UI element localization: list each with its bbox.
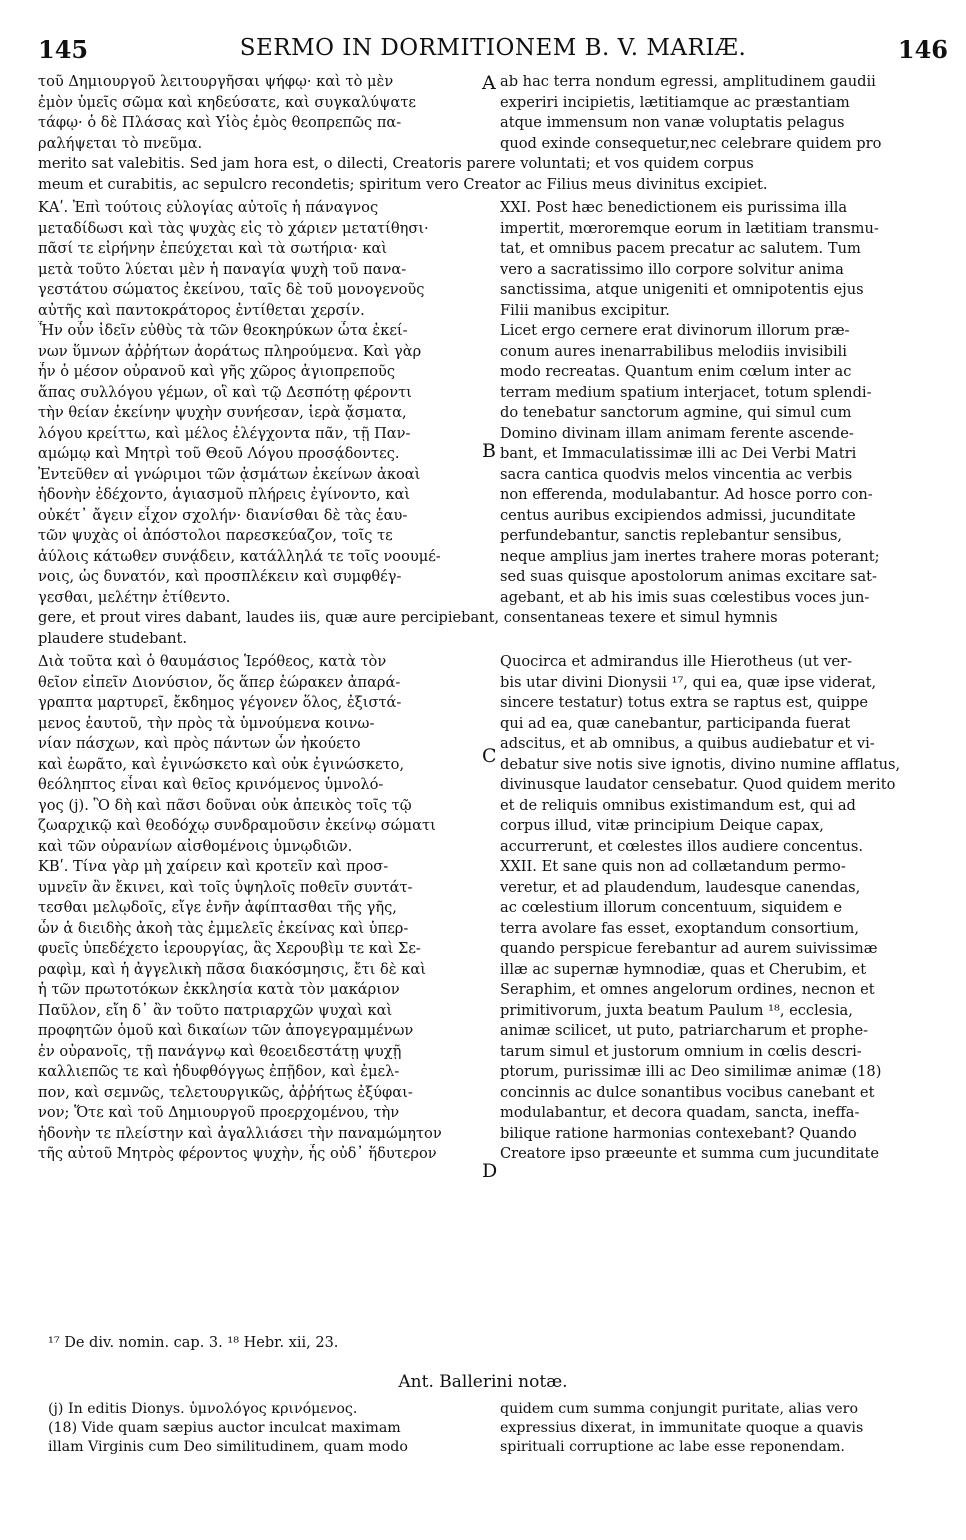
text-line: quod exinde consequetur,nec celebrare quidem pro bbox=[500, 134, 882, 152]
text-line: οὐκέτ᾽ ἄγειν εἶχον σχολήν· διανίσθαι δὲ τὰς ἑαυ- bbox=[38, 506, 408, 524]
text-line: μετὰ τοῦτο λύεται μὲν ἡ παναγία ψυχὴ τοῦ πανα- bbox=[38, 260, 407, 278]
greek-column-sec1 bbox=[38, 72, 478, 154]
full-width-sec1 bbox=[38, 154, 930, 195]
latin-column-sec2 bbox=[500, 198, 930, 608]
text-line: γεσθαι, μελέτην ἐτίθεντο. bbox=[38, 588, 231, 606]
text-line: accurrerunt, et cœlestes illos audiere concentus. bbox=[500, 837, 863, 855]
text-line: terram medium spatium interjacet, totum splendi- bbox=[500, 383, 872, 401]
latin-column-sec3 bbox=[500, 652, 930, 1165]
text-line: καὶ ἑωρᾶτο, καὶ ἐγινώσκετο καὶ οὐκ ἐγινώσκετο, bbox=[38, 755, 405, 773]
text-line: perfundebantur, sanctis replebantur sensibus, bbox=[500, 527, 843, 544]
text-line: ἅπας συλλόγου γέμων, οἳ καὶ τῷ Δεσπότῃ φέροντι bbox=[38, 383, 412, 401]
text-line: θεόληπτος εἶναι καὶ θεῖος κρινόμενος ὑμνολό- bbox=[38, 776, 384, 793]
text-line: Domino divinam illam animam ferente ascende- bbox=[500, 424, 854, 442]
text-line: (j) In editis Dionys. ὑμνολόγος κρινόμενος. bbox=[48, 1401, 358, 1417]
running-header bbox=[38, 35, 948, 71]
text-line: νον; Ὅτε καὶ τοῦ Δημιουργοῦ προερχομένου, τὴν bbox=[38, 1104, 400, 1121]
text-line: υμνεῖν ἂν ἔκινει, καὶ τοῖς ὑψηλοῖς ποθεῖν συντάτ- bbox=[38, 878, 413, 896]
text-line: ΚΑʹ. Ἐπὶ τούτοις εὐλογίας αὐτοῖς ἡ πάναγνος bbox=[38, 199, 379, 216]
text-line: ραφὶμ, καὶ ἡ ἀγγελικὴ πᾶσα διακόσμησις, ἔτι δὲ καὶ bbox=[38, 960, 426, 978]
text-line: illam Virginis cum Deo similitudinem, quam modo bbox=[48, 1439, 408, 1455]
text-line: modulabantur, et decora quadam, sancta, ineffa- bbox=[500, 1104, 860, 1121]
text-line: plaudere studebant. bbox=[38, 629, 188, 647]
notes-left-column bbox=[48, 1400, 488, 1457]
text-line: γραπτα μαρτυρεῖ, ἔκδημος γέγονεν ὅλος, ἐξιστά- bbox=[38, 694, 402, 711]
text-line: concinnis ac dulce sonantibus vocibus canebant et bbox=[500, 1083, 875, 1101]
notes-right-column bbox=[500, 1400, 930, 1457]
text-line: tat, et omnibus pacem precatur ac salutem. Tum bbox=[500, 240, 861, 257]
text-line: ab hac terra nondum egressi, amplitudinem gaudii bbox=[500, 73, 876, 90]
text-line: (18) Vide quam sæpius auctor inculcat maximam bbox=[48, 1420, 401, 1436]
text-line: neque amplius jam inertes trahere moras poterant; bbox=[500, 547, 880, 565]
text-line: quidem cum summa conjungit puritate, alias vero bbox=[500, 1401, 858, 1417]
text-line: φυεῖς ὑπεδέχετο ἱερουργίας, ἃς Χερουβὶμ τε καὶ Σε- bbox=[38, 940, 421, 957]
text-line: νων ὕμνων ἀῤῥήτων ἀοράτως πληρούμενα. Καὶ γὰρ bbox=[38, 342, 422, 360]
text-line: non efferenda, modulabantur. Ad hosce porro con- bbox=[500, 486, 873, 503]
text-line: merito sat valebitis. Sed jam hora est, o dilecti, Creatoris parere voluntati; et vos quidem corpus bbox=[38, 155, 754, 172]
text-line: καὶ τῶν οὐρανίων αἰσθομένοις ὑμνῳδιῶν. bbox=[38, 837, 353, 855]
text-line: sacra cantica quodvis melos vincentia ac verbis bbox=[500, 465, 853, 483]
text-line: agebant, et ab his imis suas cœlestibus voces jun- bbox=[500, 588, 870, 606]
text-line: expressius dixerat, in immunitate quoque a quavis bbox=[500, 1420, 864, 1436]
text-line: adscitus, et ab omnibus, a quibus audiebatur et vi- bbox=[500, 735, 875, 752]
text-line: καλλιεπῶς τε καὶ ἡδυφθόγγως ἐπῇδον, καὶ ἐμελ- bbox=[38, 1063, 400, 1080]
text-line: illæ ac supernæ hymnodiæ, quas et Cherubim, et bbox=[500, 960, 867, 978]
text-line: θεῖον εἰπεῖν Διονύσιον, ὅς ἅπερ ἑώρακεν ἀπαρά- bbox=[38, 673, 401, 691]
footnotes: ¹⁷ De div. nomin. cap. 3. ¹⁸ Hebr. xii, 23. bbox=[48, 1335, 339, 1351]
running-title: SERMO IN DORMITIONEM B. V. MARIÆ. bbox=[239, 35, 747, 61]
text-line: sincere testatur) totus extra se raptus est, quippe bbox=[500, 694, 869, 711]
text-line: Ἐντεῦθεν αἱ γνώριμοι τῶν ᾀσμάτων ἐκείνων ἀκοαὶ bbox=[38, 465, 421, 483]
text-line: terra avolare fas esset, exoptandum consortium, bbox=[500, 919, 859, 937]
text-line: corpus illud, vitæ principium Deique capax, bbox=[500, 817, 824, 834]
margin-marker-a: A bbox=[482, 72, 496, 94]
margin-marker-c: C bbox=[482, 745, 497, 767]
text-line: Licet ergo cernere erat divinorum illorum præ- bbox=[500, 322, 850, 339]
text-line: tarum simul et justorum omnium in cœlis descri- bbox=[500, 1042, 862, 1060]
text-line: XXII. Et sane quis non ad collætandum permo- bbox=[500, 858, 846, 875]
text-line: modo recreatas. Quantum enim cœlum inter ac bbox=[500, 363, 852, 380]
text-line: λόγου κρείττω, καὶ μέλος ἐλέγχοντα πᾶν, τῇ Παν- bbox=[38, 424, 411, 442]
greek-column-sec2 bbox=[38, 198, 478, 608]
text-line: sed suas quisque apostolorum animas excitare sat- bbox=[500, 568, 877, 585]
text-line: atque immensum non vanæ voluptatis pelagus bbox=[500, 114, 845, 131]
text-line: veretur, et ad plaudendum, laudesque canendas, bbox=[500, 878, 861, 896]
text-line: πᾶσί τε εἰρήνην ἐπεύχεται καὶ τὰ σωτήρια· καὶ bbox=[38, 240, 388, 257]
margin-marker-d: D bbox=[482, 1160, 498, 1182]
text-line: spirituali corruptione ac labe esse reponendam. bbox=[500, 1439, 845, 1455]
text-line: bant, et Immaculatissimæ illi ac Dei Verbi Matri bbox=[500, 445, 857, 462]
page-number-right: 146 bbox=[897, 35, 948, 64]
text-line: do tenebatur sanctorum agmine, qui simul cum bbox=[500, 404, 852, 421]
text-line: ἡ τῶν πρωτοτόκων ἐκκλησία κατὰ τὸν μακάριον bbox=[38, 981, 400, 998]
text-line: τὴν θείαν ἐκείνην ψυχὴν συνήεσαν, ἱερὰ ᾄσματα, bbox=[38, 404, 407, 421]
text-line: ac cœlestium illorum concentuum, siquidem e bbox=[500, 899, 842, 916]
margin-marker-b: B bbox=[482, 440, 496, 462]
text-line: προφητῶν ὁμοῦ καὶ δικαίων τῶν ἀπογεγραμμένων bbox=[38, 1022, 414, 1039]
text-line: meum et curabitis, ac sepulcro recondetis; spiritum vero Creator ac Filius meus divinitus excipiet. bbox=[38, 175, 768, 193]
text-line: et de reliquis omnibus existimandum est, qui ad bbox=[500, 796, 856, 814]
text-line: τεσθαι μελῳδοῖς, εἴγε ἐνῆν ἀφίπτασθαι τῆς γῆς, bbox=[38, 899, 397, 916]
text-line: πον, καὶ σεμνῶς, τελετουργικῶς, ἀῤῥήτως ἐξύφαι- bbox=[38, 1083, 413, 1101]
text-line: ἦν ὁ μέσον οὐρανοῦ καὶ γῆς χῶρος ἁγιοπρεποῦς bbox=[38, 363, 396, 380]
text-line: conum aures inenarrabilibus melodiis invisibili bbox=[500, 342, 847, 360]
text-line: quando perspicue ferebantur ad aurem suivissimæ bbox=[500, 940, 878, 957]
text-line: μεταδίδωσι καὶ τὰς ψυχὰς εἰς τὸ χάριεν μετατίθησι· bbox=[38, 219, 429, 237]
text-line: τῶν ψυχὰς οἱ ἀπόστολοι παρεσκεύαζον, τοῖς τε bbox=[38, 527, 393, 544]
text-line: ὧν ἁ διειδὴς ἀκοὴ τὰς ἐμμελεῖς ἐκείνας καὶ ὑπερ- bbox=[38, 919, 409, 937]
text-line: αμώμῳ καὶ Μητρὶ τοῦ Θεοῦ Λόγου προσᾴδοντες. bbox=[38, 445, 400, 462]
text-line: αὐτῆς καὶ παντοκράτορος ἐντίθεται χερσίν. bbox=[38, 301, 365, 319]
text-line: Quocirca et admirandus ille Hierotheus (ut ver- bbox=[500, 653, 852, 670]
text-line: ἐν οὐρανοῖς, τῇ πανάγνῳ καὶ θεοειδεστάτῃ ψυχῇ bbox=[38, 1042, 402, 1060]
text-line: bilique ratione harmonias contexebant? Quando bbox=[500, 1124, 857, 1142]
greek-column-sec3 bbox=[38, 652, 478, 1165]
text-line: ραλήψεται τὸ πνεῦμα. bbox=[38, 134, 203, 152]
text-line: νοις, ὡς δυνατόν, καὶ προσπλέκειν καὶ συμφθέγ- bbox=[38, 568, 402, 585]
page-number-left: 145 bbox=[38, 35, 89, 64]
text-line: τοῦ Δημιουργοῦ λειτουργῆσαι ψήφῳ· καὶ τὸ μὲν bbox=[38, 73, 394, 90]
text-line: ΚΒʹ. Τίνα γὰρ μὴ χαίρειν καὶ κροτεῖν καὶ προσ- bbox=[38, 858, 389, 875]
text-line: divinusque laudator censebatur. Quod quidem merito bbox=[500, 776, 896, 793]
text-line: γεστάτου σώματος ἐκείνου, ταῖς δὲ τοῦ μονογενοῦς bbox=[38, 281, 425, 298]
text-line: centus auribus excipiendos admissi, jucunditate bbox=[500, 506, 856, 524]
text-line: Παῦλον, εἴη δ᾽ ἂν τοῦτο πατριαρχῶν ψυχαὶ καὶ bbox=[38, 1001, 393, 1019]
text-line: gere, et prout vires dabant, laudes iis, quæ aure percipiebant, consentaneas texere et simul hymnis bbox=[38, 609, 778, 626]
text-line: experiri incipietis, lætitiamque ac præstantiam bbox=[500, 93, 850, 111]
text-line: Filii manibus excipitur. bbox=[500, 301, 670, 319]
text-line: Διὰ τοῦτα καὶ ὁ θαυμάσιος Ἱερόθεος, κατὰ τὸν bbox=[38, 653, 387, 670]
text-line: XXI. Post hæc benedictionem eis purissima illa bbox=[500, 199, 848, 216]
text-line: animæ scilicet, ut puto, patriarcharum et prophe- bbox=[500, 1022, 869, 1039]
notes-title: Ant. Ballerini notæ. bbox=[398, 1372, 568, 1392]
text-line: ἀύλοις κάτωθεν συνᾴδειν, κατάλληλά τε τοῖς νοουμέ- bbox=[38, 547, 441, 565]
text-line: bis utar divini Dionysii ¹⁷, qui ea, quæ ipse viderat, bbox=[500, 673, 877, 691]
text-line: ptorum, purissimæ illi ac Deo similimæ animæ (18) bbox=[500, 1063, 882, 1080]
text-line: ἡδονὴν τε πλείστην καὶ ἀγαλλιάσει τὴν παναμώμητον bbox=[38, 1124, 442, 1142]
text-line: τάφῳ· ὁ δὲ Πλάσας καὶ Υἱὸς ἐμὸς θεοπρεπῶς πα- bbox=[38, 114, 402, 131]
text-line: Seraphim, et omnes angelorum ordines, necnon et bbox=[500, 981, 875, 998]
text-line: Creatore ipso præeunte et summa cum jucunditate bbox=[500, 1145, 879, 1162]
text-line: debatur sive notis sive ignotis, divino numine afflatus, bbox=[500, 755, 901, 773]
text-line: νίαν πάσχων, καὶ πρὸς πάντων ὧν ἠκούετο bbox=[38, 735, 361, 752]
text-line: sanctissima, atque unigeniti et omnipotentis ejus bbox=[500, 281, 864, 298]
latin-column-sec1 bbox=[500, 72, 930, 154]
text-line: ἐμὸν ὑμεῖς σῶμα καὶ κηδεύσατε, καὶ συγκαλύψατε bbox=[38, 93, 416, 111]
text-line: primitivorum, juxta beatum Paulum ¹⁸, ecclesia, bbox=[500, 1001, 853, 1019]
full-width-sec2 bbox=[38, 608, 930, 649]
text-line: γος (j). Ὃ δὴ καὶ πᾶσι δοῦναι οὐκ ἀπεικὸς τοῖς τῷ bbox=[38, 796, 412, 814]
text-line: impertit, mœroremque eorum in lætitiam transmu- bbox=[500, 219, 879, 237]
text-line: μενος ἑαυτοῦ, τὴν πρὸς τὰ ὑμνούμενα κοινω- bbox=[38, 714, 375, 732]
text-line: vero a sacratissimo illo corpore solvitur anima bbox=[500, 260, 844, 278]
text-line: qui ad ea, quæ canebantur, participanda fuerat bbox=[500, 714, 851, 732]
text-line: τῆς αὐτοῦ Μητρὸς φέροντος ψυχὴν, ἧς οὐδ᾽ ἥδυτερον bbox=[38, 1145, 437, 1162]
text-line: ἡδονὴν ἐδέχοντο, ἁγιασμοῦ πλήρεις ἐγίνοντο, καὶ bbox=[38, 486, 411, 503]
text-line: ζωαρχικῷ καὶ θεοδόχῳ συνδραμοῦσιν ἐκείνῳ σώματι bbox=[38, 817, 436, 834]
text-line: Ἦν οὖν ἰδεῖν εὐθὺς τὰ τῶν θεοκηρύκων ὦτα ἐκεί- bbox=[38, 322, 408, 339]
